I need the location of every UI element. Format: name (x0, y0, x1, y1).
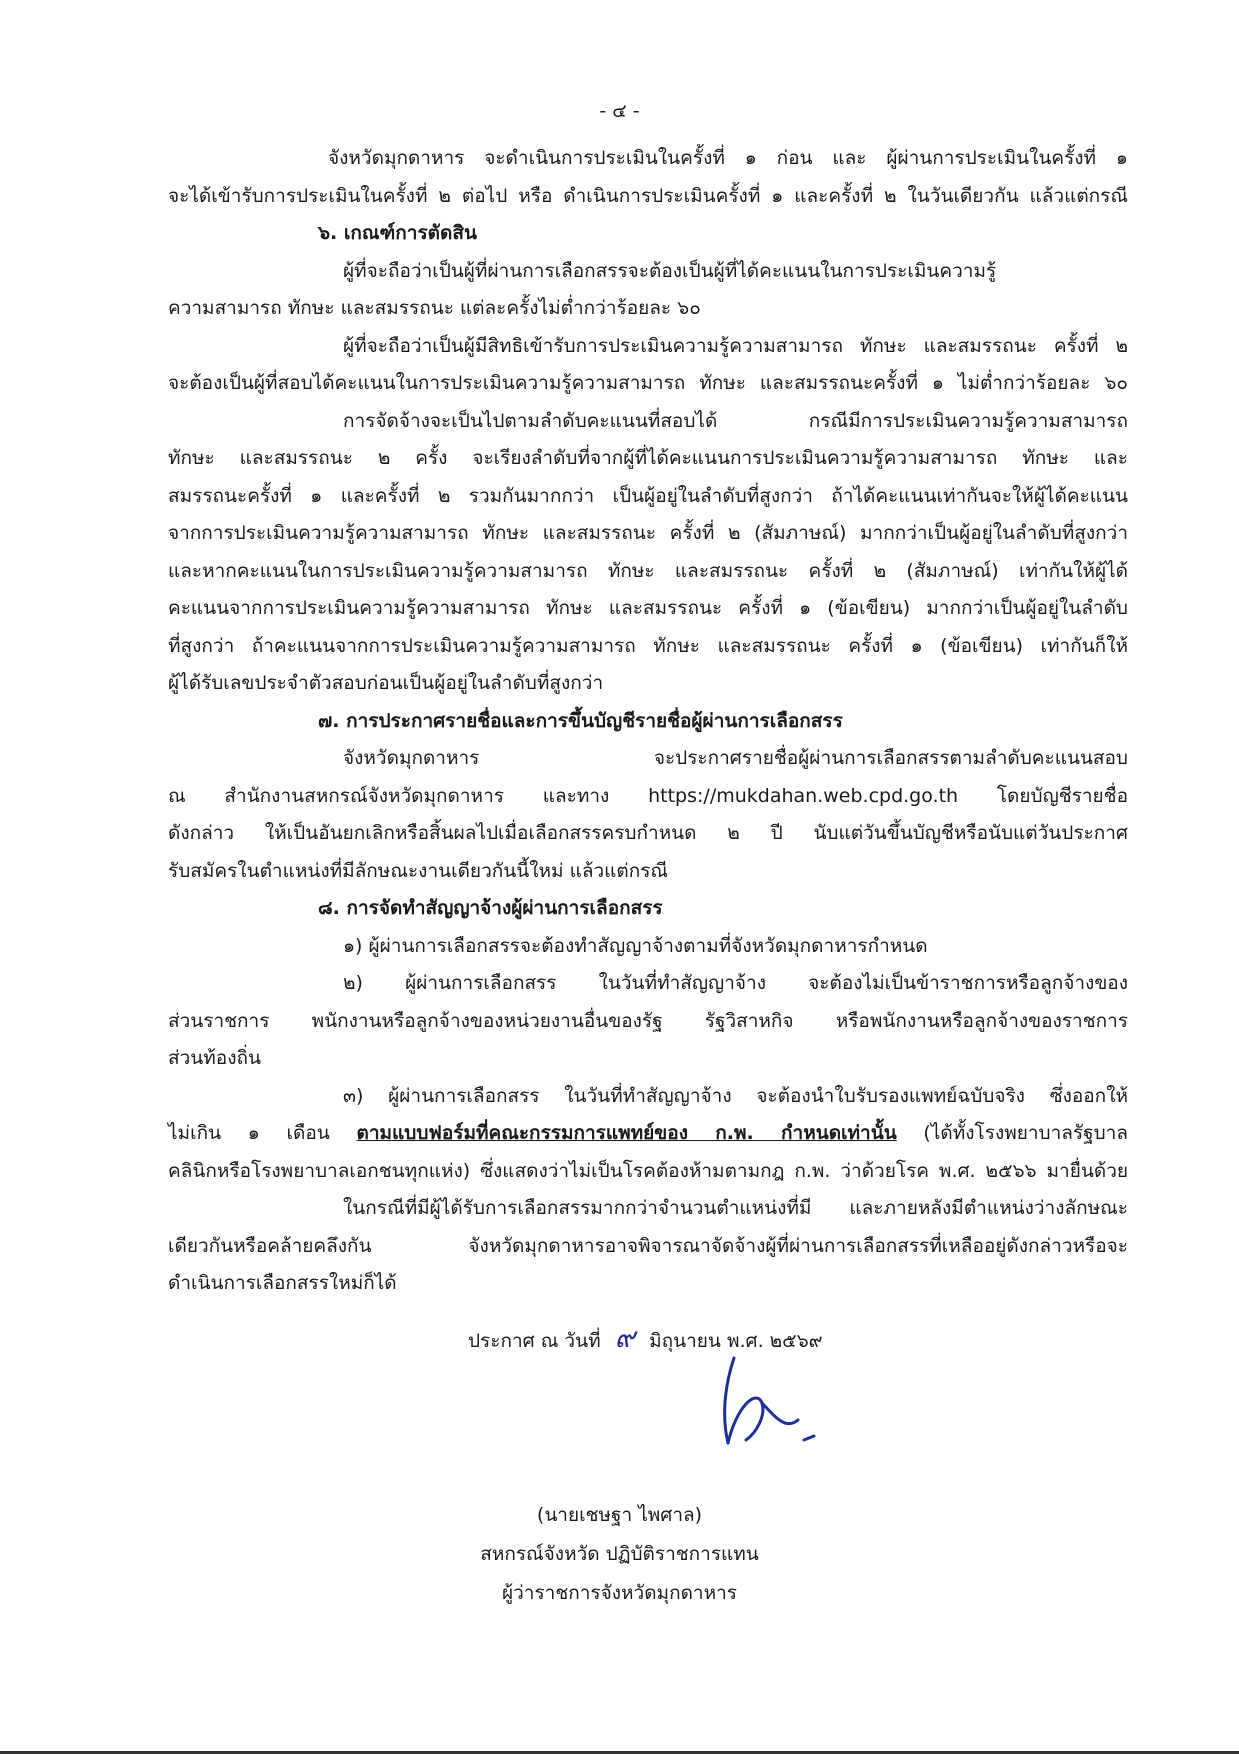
paragraph-line: จะได้เข้ารับการประเมินในครั้งที่ ๒ ต่อไป หรือ ดำเนินการประเมินครั้งที่ ๑ และครั้งที่ ๒ ในวันเดียวกัน แล้วแต่กรณี (168, 184, 1128, 207)
medical-form-requirement: ตามแบบฟอร์มที่คณะกรรมการแพทย์ของ ก.พ. กำหนดเท่านั้น (356, 1122, 897, 1144)
section-heading-6: ๖. เกณฑ์การตัดสิน (318, 222, 477, 244)
page-number: - ๔ - (599, 100, 640, 122)
paragraph-line: สมรรถนะครั้งที่ ๑ และครั้งที่ ๒ รวมกันมากกว่า เป็นผู้อยู่ในลำดับที่สูงกว่า ถ้าได้คะแนนเท่ากันจะให้ผู้ได้คะแนน (168, 484, 1128, 507)
signer-organization: ผู้ว่าราชการจังหวัดมุกดาหาร (502, 1582, 737, 1604)
paragraph-line: จังหวัดมุกดาหาร จะดำเนินการประเมินในครั้งที่ ๑ ก่อน และ ผู้ผ่านการประเมินในครั้งที่ ๑ (328, 147, 1128, 169)
paragraph-line: และหากคะแนนในการประเมินความรู้ความสามารถ ทักษะ และสมรรถนะ ครั้งที่ ๒ (สัมภาษณ์) เท่ากันให้ผู้ได้ (168, 559, 1128, 582)
paragraph-line: ส่วนท้องถิ่น (168, 1047, 261, 1069)
paragraph-line: ส่วนราชการ พนักงานหรือลูกจ้างของหน่วยงานอื่นของรัฐ รัฐวิสาหกิจ หรือพนักงานหรือลูกจ้างของราชการ (168, 1009, 1128, 1032)
paragraph-line: ความสามารถ ทักษะ และสมรรถนะ แต่ละครั้งไม่ต่ำกว่าร้อยละ ๖๐ (168, 297, 701, 319)
paragraph-line: ๒) ผู้ผ่านการเลือกสรร ในวันที่ทำสัญญาจ้าง จะต้องไม่เป็นข้าราชการหรือลูกจ้างของ (343, 972, 1128, 994)
medical-form-line (168, 1115, 1128, 1153)
paragraph-line: ในกรณีที่มีผู้ได้รับการเลือกสรรมากกว่าจำนวนตำแหน่งที่มี และภายหลังมีตำแหน่งว่างลักษณะ (343, 1197, 1128, 1219)
paragraph-line: ดังกล่าว ให้เป็นอันยกเลิกหรือสิ้นผลไปเมื่อเลือกสรรครบกำหนด ๒ ปี นับแต่วันขึ้นบัญชีหรือนับแต่วันประกาศ (168, 822, 1128, 844)
paragraph-line: เดียวกันหรือคล้ายคลึงกัน จังหวัดมุกดาหารอาจพิจารณาจัดจ้างผู้ที่ผ่านการเลือกสรรที่เหลืออยู่ดังกล่าวหรือจะ (168, 1234, 1128, 1257)
paragraph-line: จากการประเมินความรู้ความสามารถ ทักษะ และสมรรถนะ ครั้งที่ ๒ (สัมภาษณ์) มากกว่าเป็นผู้อยู่ในลำดับที่สูงกว่า (168, 522, 1128, 544)
announcement-prefix: ประกาศ ณ วันที่ (468, 1330, 601, 1352)
section-heading-7: ๗. การประกาศรายชื่อและการขึ้นบัญชีรายชื่อผู้ผ่านการเลือกสรร (318, 709, 843, 732)
paragraph-line: ผู้ได้รับเลขประจำตัวสอบก่อนเป็นผู้อยู่ในลำดับที่สูงกว่า (168, 672, 604, 694)
paragraph-line: การจัดจ้างจะเป็นไปตามลำดับคะแนนที่สอบได้ กรณีมีการประเมินความรู้ความสามารถ (343, 409, 1128, 432)
medical-line-prefix: ไม่เกิน ๑ เดือน (168, 1122, 357, 1144)
medical-line-suffix: (ได้ทั้งโรงพยาบาลรัฐบาล (896, 1122, 1128, 1144)
paragraph-line: รับสมัครในตำแหน่งที่มีลักษณะงานเดียวกันนี้ใหม่ แล้วแต่กรณี (168, 859, 669, 882)
announcement-month-year: มิถุนายน พ.ศ. ๒๕๖๙ (649, 1330, 823, 1352)
handwritten-day: ๙ (614, 1321, 636, 1354)
paragraph-line: ๑) ผู้ผ่านการเลือกสรรจะต้องทำสัญญาจ้างตามที่จังหวัดมุกดาหารกำหนด (343, 934, 928, 957)
paragraph-line: ณ สำนักงานสหกรณ์จังหวัดมุกดาหาร และทาง https://mukdahan.web.cpd.go.th โดยบัญชีรายชื่อ (168, 784, 1128, 807)
paragraph-line: ผู้ที่จะถือว่าเป็นผู้ที่ผ่านการเลือกสรรจะต้องเป็นผู้ที่ได้คะแนนในการประเมินความรู้ (343, 259, 997, 282)
paragraph-line: ทักษะ และสมรรถนะ ๒ ครั้ง จะเรียงลำดับที่จากผู้ที่ได้คะแนนการประเมินความรู้ความสามารถ ทักษะ และ (168, 447, 1128, 469)
paragraph-line: คลินิกหรือโรงพยาบาลเอกชนทุกแห่ง) ซึ่งแสดงว่าไม่เป็นโรคต้องห้ามตามกฎ ก.พ. ว่าด้วยโรค พ.ศ. ๒๕๖๖ มายื่นด้วย (168, 1159, 1128, 1182)
paragraph-line: คะแนนจากการประเมินความรู้ความสามารถ ทักษะ และสมรรถนะ ครั้งที่ ๑ (ข้อเขียน) มากกว่าเป็นผู้อยู่ในลำดับ (168, 597, 1128, 619)
paragraph-line: ๓) ผู้ผ่านการเลือกสรร ในวันที่ทำสัญญาจ้าง จะต้องนำใบรับรองแพทย์ฉบับจริง ซึ่งออกให้ (343, 1084, 1128, 1107)
signer-title: สหกรณ์จังหวัด ปฏิบัติราชการแทน (480, 1543, 759, 1565)
paragraph-line: จะต้องเป็นผู้ที่สอบได้คะแนนในการประเมินความรู้ความสามารถ ทักษะ และสมรรถนะครั้งที่ ๑ ไม่ต่ำกว่าร้อยละ ๖๐ (168, 372, 1128, 394)
section-heading-8: ๘. การจัดทำสัญญาจ้างผู้ผ่านการเลือกสรร (318, 897, 663, 919)
handwritten-signature (716, 1348, 826, 1458)
signer-info (0, 1496, 1239, 1613)
paragraph-line: ที่สูงกว่า ถ้าคะแนนจากการประเมินความรู้ความสามารถ ทักษะ และสมรรถนะ ครั้งที่ ๑ (ข้อเขียน) เท่ากันก็ให้ (168, 634, 1128, 657)
paragraph-line: ผู้ที่จะถือว่าเป็นผู้มีสิทธิเข้ารับการประเมินความรู้ความสามารถ ทักษะ และสมรรถนะ ครั้งที่ ๒ (343, 334, 1128, 357)
document-body (168, 140, 1128, 1303)
paragraph-line: ดำเนินการเลือกสรรใหม่ก็ได้ (168, 1272, 397, 1294)
paragraph-line: จังหวัดมุกดาหาร จะประกาศรายชื่อผู้ผ่านการเลือกสรรตามลำดับคะแนนสอบ (343, 747, 1128, 769)
signer-name: (นายเชษฐา ไพศาล) (536, 1504, 703, 1526)
